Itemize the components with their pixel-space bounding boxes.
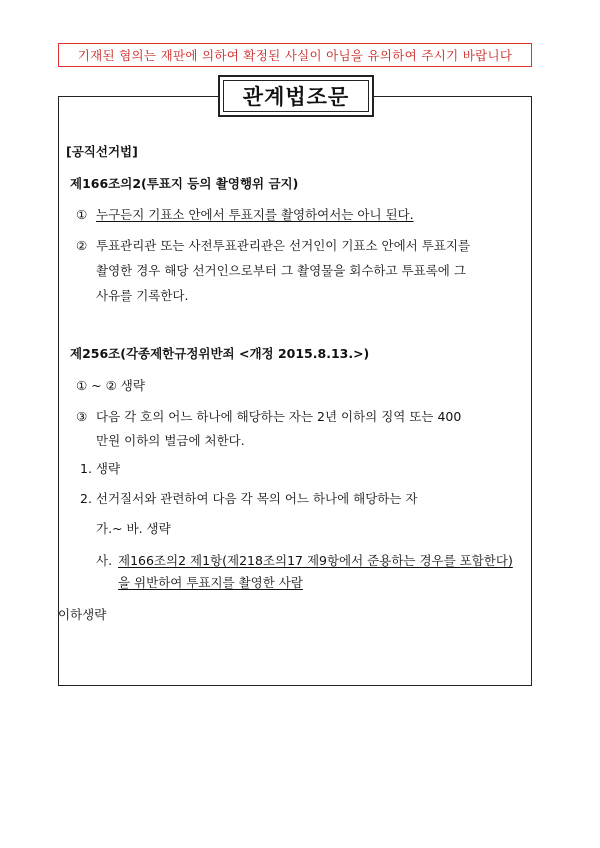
para2-number: ② <box>76 238 88 253</box>
sub-item-ga-ba: 가.~ 바. 생략 <box>96 521 171 536</box>
para2-line2: 촬영한 경우 해당 선거인으로부터 그 촬영물을 회수하고 투표록에 그 <box>96 263 466 278</box>
article-166-2-heading: 제166조의2(투표지 등의 촬영행위 금지) <box>70 176 299 191</box>
para2-line1: 투표관리관 또는 사전투표관리관은 선거인이 기표소 안에서 투표지를 <box>96 238 471 253</box>
para3-line1: 다음 각 호의 어느 하나에 해당하는 자는 2년 이하의 징역 또는 400 <box>96 409 462 424</box>
para3-line2: 만원 이하의 벌금에 처한다. <box>96 433 245 448</box>
sub-item-sa-line1: 제166조의2 제1항(제218조의17 제9항에서 준용하는 경우를 포함한다) <box>118 553 513 568</box>
disclaimer-notice: 기재된 혐의는 재판에 의하여 확정된 사실이 아님을 유의하여 주시기 바랍니다 <box>58 43 532 67</box>
sub-item-sa-label: 사. <box>96 553 113 568</box>
para1-text: 누구든지 기표소 안에서 투표지를 촬영하여서는 아니 된다. <box>96 207 414 222</box>
para2-line3: 사유를 기록한다. <box>96 288 189 303</box>
footer-omitted: 이하생략 <box>58 607 107 622</box>
item-1: 1. 생략 <box>80 461 121 476</box>
sub-item-sa-line2: 을 위반하여 투표지를 촬영한 사람 <box>118 575 303 590</box>
para3-number: ③ <box>76 409 88 424</box>
item-2: 2. 선거질서와 관련하여 다음 각 목의 어느 하나에 해당하는 자 <box>80 491 418 506</box>
page-title <box>218 75 374 117</box>
law-name: [공직선거법] <box>66 144 138 159</box>
para1-number: ① <box>76 207 88 222</box>
omitted-paragraphs: ① ~ ② 생략 <box>76 378 145 393</box>
article-256-heading: 제256조(각종제한규정위반죄 <개정 2015.8.13.>) <box>70 346 370 361</box>
page-title-text: 관계법조문 <box>242 85 350 109</box>
